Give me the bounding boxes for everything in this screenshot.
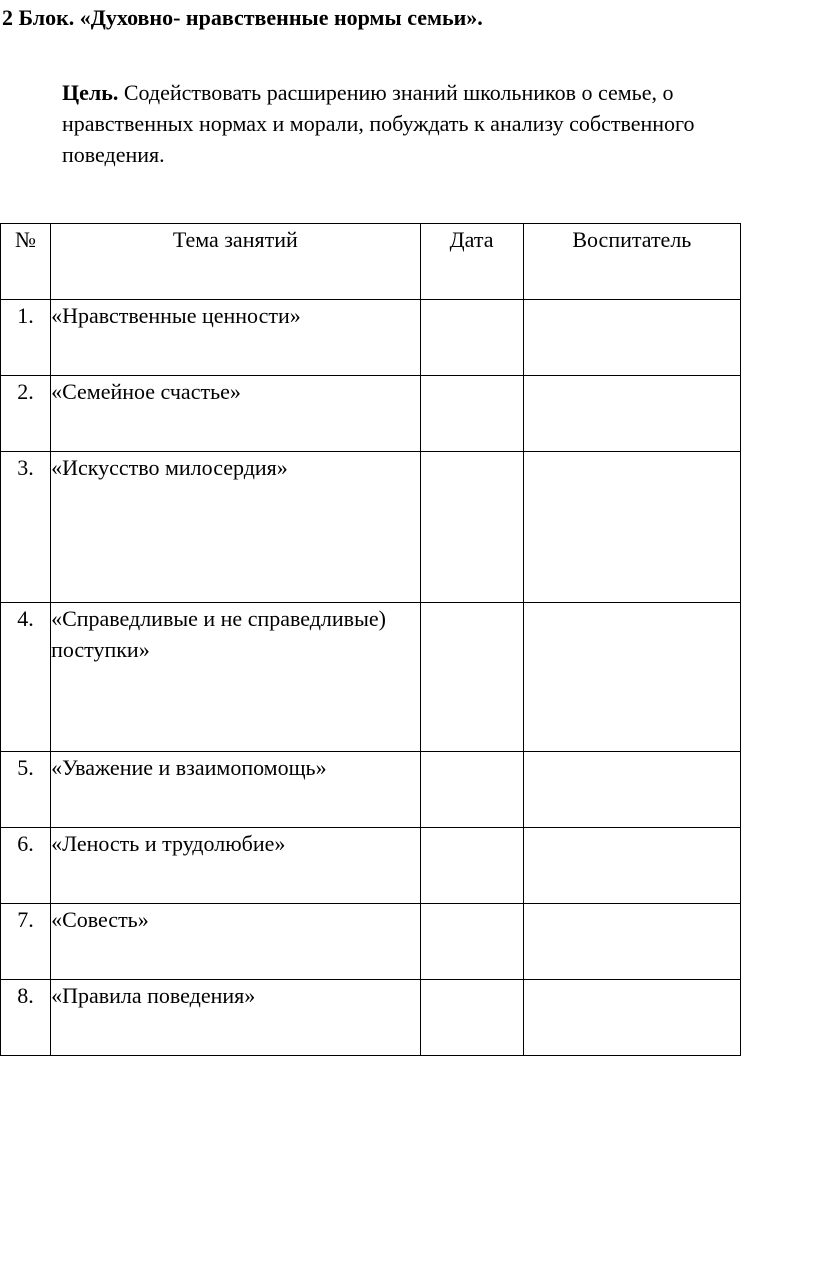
header-topic: Тема занятий xyxy=(51,224,420,300)
row-topic: «Правила поведения» xyxy=(51,980,420,1056)
goal-label: Цель. xyxy=(62,80,119,105)
block-heading: 2 Блок. «Духовно- нравственные нормы семьи». xyxy=(2,5,483,30)
row-teacher-cell xyxy=(523,603,740,752)
row-teacher-cell xyxy=(523,828,740,904)
row-date-cell xyxy=(420,828,523,904)
row-topic: «Совесть» xyxy=(51,904,420,980)
row-teacher-cell xyxy=(523,452,740,603)
header-date: Дата xyxy=(420,224,523,300)
row-topic: «Леность и трудолюбие» xyxy=(51,828,420,904)
row-date-cell xyxy=(420,603,523,752)
row-number: 2. xyxy=(1,376,51,452)
row-teacher-cell xyxy=(523,752,740,828)
header-number: № xyxy=(1,224,51,300)
goal-text: Содействовать расширению знаний школьников о семье, о нравственных нормах и морали, побуждать к анализу собственного поведения. xyxy=(62,80,695,167)
row-date-cell xyxy=(420,980,523,1056)
row-number: 6. xyxy=(1,828,51,904)
row-number: 8. xyxy=(1,980,51,1056)
table-row xyxy=(1,828,741,904)
row-number: 5. xyxy=(1,752,51,828)
table-row xyxy=(1,980,741,1056)
row-date-cell xyxy=(420,300,523,376)
table-row xyxy=(1,376,741,452)
row-teacher-cell xyxy=(523,376,740,452)
row-teacher-cell xyxy=(523,980,740,1056)
row-teacher-cell xyxy=(523,300,740,376)
row-date-cell xyxy=(420,904,523,980)
row-topic: «Уважение и взаимопомощь» xyxy=(51,752,420,828)
row-number: 1. xyxy=(1,300,51,376)
row-date-cell xyxy=(420,752,523,828)
table-row xyxy=(1,603,741,752)
row-topic: «Нравственные ценности» xyxy=(51,300,420,376)
row-number: 7. xyxy=(1,904,51,980)
row-number: 4. xyxy=(1,603,51,752)
table-header-row xyxy=(1,224,741,300)
row-topic: «Справедливые и не справедливые) поступки» xyxy=(51,603,420,752)
row-topic: «Семейное счастье» xyxy=(51,376,420,452)
table-row xyxy=(1,452,741,603)
header-teacher: Воспитатель xyxy=(523,224,740,300)
row-date-cell xyxy=(420,452,523,603)
row-teacher-cell xyxy=(523,904,740,980)
goal-paragraph xyxy=(62,77,782,170)
table-row xyxy=(1,300,741,376)
lessons-table xyxy=(0,223,741,1056)
row-topic: «Искусство милосердия» xyxy=(51,452,420,603)
table-row xyxy=(1,904,741,980)
row-number: 3. xyxy=(1,452,51,603)
table-row xyxy=(1,752,741,828)
row-date-cell xyxy=(420,376,523,452)
